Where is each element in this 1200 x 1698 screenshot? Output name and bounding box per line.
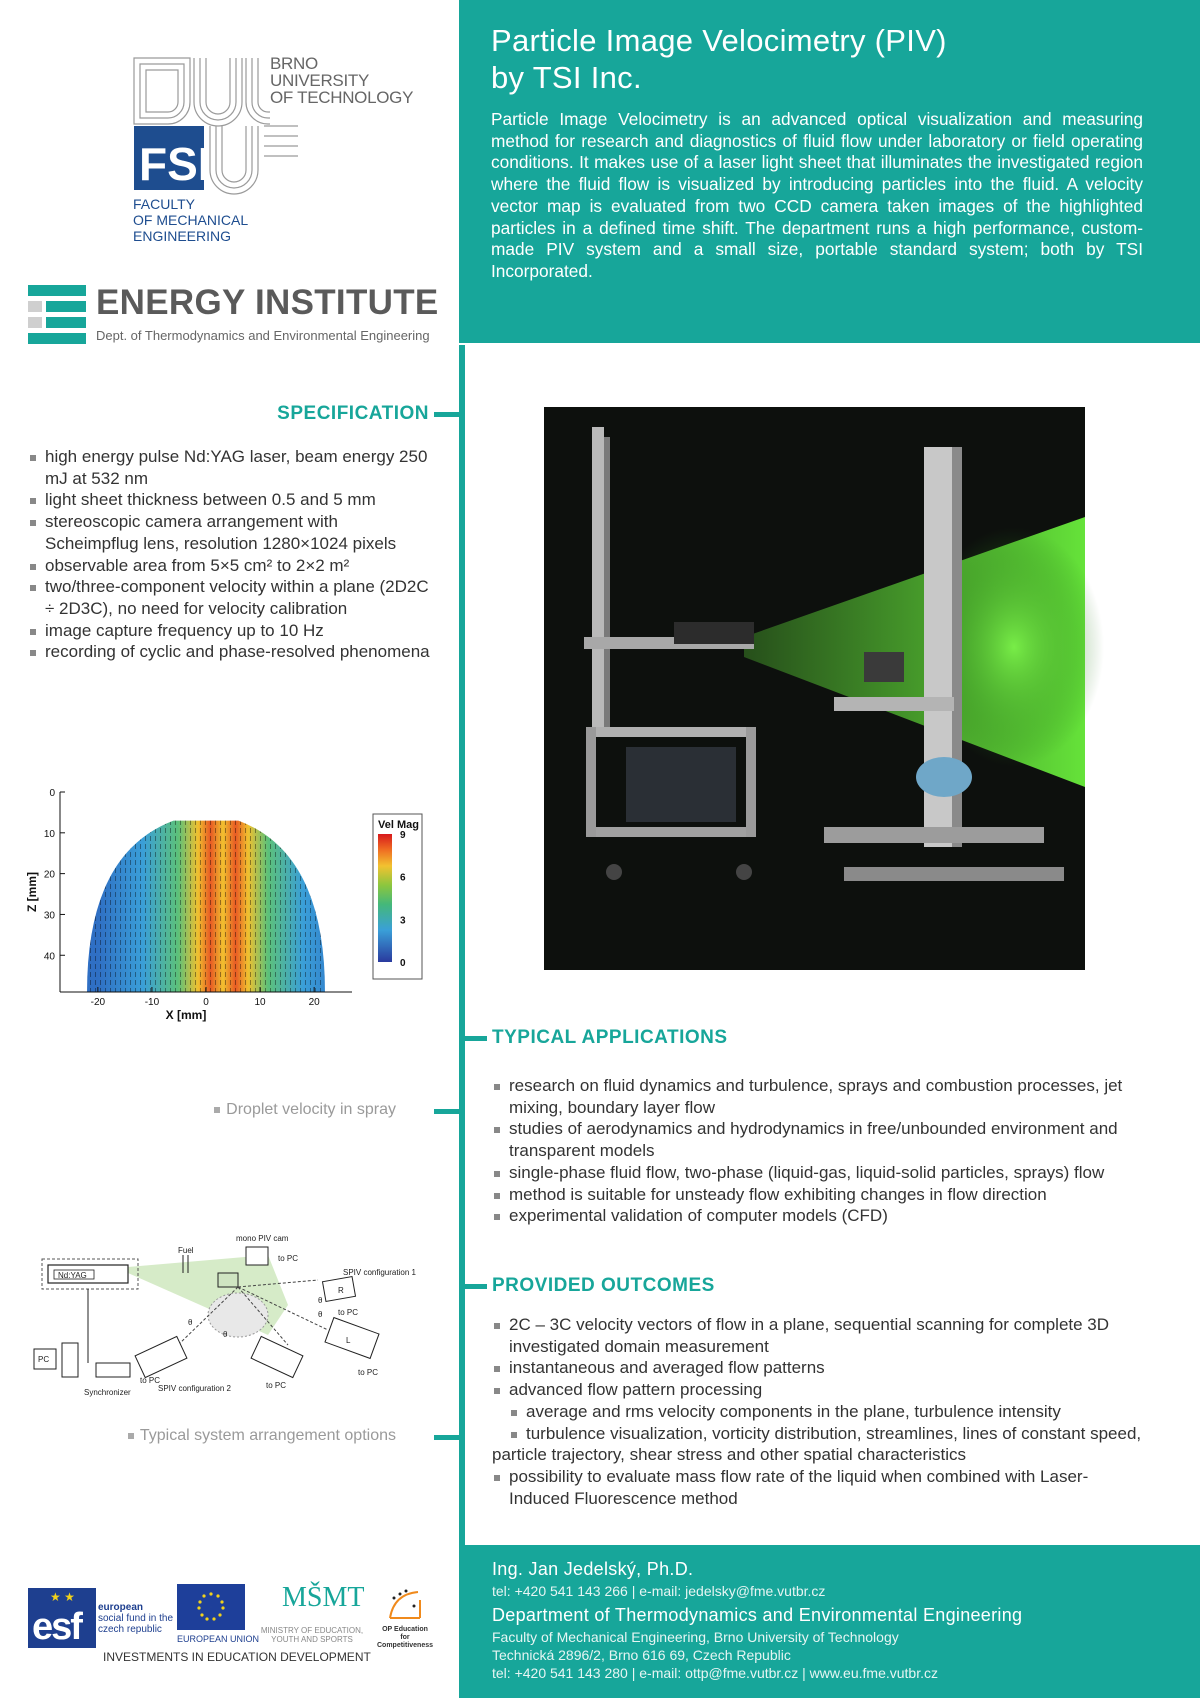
spray-velocity-chart <box>25 780 438 1100</box>
svg-text:Synchronizer: Synchronizer <box>84 1388 131 1397</box>
legend-title: Vel Mag <box>378 819 419 831</box>
colorbar-tick-label: 0 <box>400 958 406 969</box>
svg-text:Nd:YAG: Nd:YAG <box>58 1271 87 1280</box>
department-name: Department of Thermodynamics and Environmental Engineering <box>492 1605 1023 1625</box>
list-item: 2C – 3C velocity vectors of flow in a plane, sequential scanning for complete 3D investigated domain measurement <box>492 1314 1142 1357</box>
x-tick-label: -20 <box>90 997 106 1008</box>
specification-list <box>28 446 433 663</box>
list-item: possibility to evaluate mass flow rate of the liquid when combined with Laser-Induced Fluorescence method <box>492 1466 1142 1509</box>
poster-title <box>491 22 1171 96</box>
list-item: studies of aerodynamics and hydrodynamics in free/unbounded environment and transparent models <box>492 1118 1172 1161</box>
chart-y-label: Z [mm] <box>25 872 39 912</box>
list-item: advanced flow pattern processing <box>492 1379 1142 1401</box>
list-item: single-phase fluid flow, two-phase (liquid-gas, liquid-solid particles, sprays) flow <box>492 1162 1172 1184</box>
chart-colorbar-legend <box>373 814 422 979</box>
list-item: image capture frequency up to 10 Hz <box>28 620 433 642</box>
spray-caption: Droplet velocity in spray <box>214 1101 396 1119</box>
contact-details: tel: +420 541 143 266 | e-mail: jedelsky@fme.vutbr.cz <box>492 1583 826 1599</box>
eu-flag-icon <box>177 1584 245 1630</box>
applications-heading: TYPICAL APPLICATIONS <box>492 1027 728 1048</box>
chart-plot-area <box>87 821 325 992</box>
spray-caption-tick <box>434 1109 460 1114</box>
msmt-logo-icon: MŠMT <box>282 1582 365 1613</box>
intro-paragraph: Particle Image Velocimetry is an advanced optical visualization and measuring method for research and diagnostics of fluid flow under laboratory or field operating conditions. It makes use of a laser light sheet that illuminates the investigated region where the fluid flow is visualized by introducing particles into the fluid. A velocity vector map is evaluated from two CCD camera taken images of the highlighted particles in a defined time shift. The department runs a high performance, custom-made PIV system and a small size, portable standard system; both by TSI Incorporated. <box>491 109 1143 281</box>
university-name: BRNO UNIVERSITY OF TECHNOLOGY <box>270 54 414 107</box>
piv-system-photo <box>544 407 1085 970</box>
list-item: instantaneous and averaged flow patterns <box>492 1357 1142 1379</box>
x-tick-label: 0 <box>203 997 209 1008</box>
esf-logo-icon: esf ★ ★ <box>28 1588 96 1648</box>
chart-x-label: X [mm] <box>165 1008 207 1022</box>
outcomes-tick <box>465 1284 487 1289</box>
camera-left-icon <box>135 1336 187 1377</box>
outcomes-heading: PROVIDED OUTCOMES <box>492 1275 715 1296</box>
list-item: high energy pulse Nd:YAG laser, beam energy 250 mJ at 532 nm <box>28 446 433 489</box>
x-tick-label: -10 <box>144 997 160 1008</box>
y-tick-label: 20 <box>43 869 55 881</box>
svg-text:θ: θ <box>318 1310 323 1319</box>
x-tick-label: 20 <box>308 997 320 1008</box>
camera-right-icon <box>251 1336 303 1377</box>
title-line-2: by TSI Inc. <box>491 60 642 95</box>
y-tick-label: 30 <box>43 910 55 922</box>
velocity-vectors <box>87 821 325 992</box>
svg-text:mono PIV cam: mono PIV cam <box>236 1234 289 1243</box>
outcomes-list <box>492 1314 1142 1509</box>
vertical-divider <box>459 345 465 1545</box>
list-item: observable area from 5×5 cm² to 2×2 m² <box>28 555 433 577</box>
svg-text:R: R <box>338 1286 344 1295</box>
svg-text:θ: θ <box>223 1330 228 1339</box>
sponsor-tagline: INVESTMENTS IN EDUCATION DEVELOPMENT <box>103 1650 371 1664</box>
svg-text:L: L <box>346 1336 351 1345</box>
svg-text:θ: θ <box>188 1318 193 1327</box>
energy-institute-logo-icon <box>28 285 86 345</box>
list-item: method is suitable for unsteady flow exhibiting changes in flow direction <box>492 1184 1172 1206</box>
svg-text:to PC: to PC <box>266 1381 287 1390</box>
y-tick-label: 40 <box>43 951 55 963</box>
applications-list <box>492 1075 1172 1227</box>
svg-text:θ: θ <box>318 1296 323 1305</box>
y-tick-label: 0 <box>49 788 55 799</box>
list-item: research on fluid dynamics and turbulence, sprays and combustion processes, jet mixing, boundary layer flow <box>492 1075 1172 1118</box>
mono-camera-icon <box>246 1247 268 1265</box>
colorbar-tick-label: 9 <box>400 830 406 841</box>
arrangement-caption: Typical system arrangement options <box>128 1427 396 1445</box>
faculty-name: FACULTY OF MECHANICAL ENGINEERING <box>133 196 249 244</box>
svg-text:to PC: to PC <box>140 1376 161 1385</box>
svg-text:to PC: to PC <box>278 1254 299 1263</box>
list-item: light sheet thickness between 0.5 and 5 mm <box>28 489 433 511</box>
svg-text:PC: PC <box>38 1355 50 1364</box>
svg-text:SPIV configuration 2: SPIV configuration 2 <box>158 1384 231 1393</box>
system-arrangement-diagram <box>28 1234 428 1405</box>
energy-institute-subtitle: Dept. of Thermodynamics and Environmental Engineering <box>96 328 430 343</box>
list-item: two/three-component velocity within a plane (2D2C ÷ 2D3C), no need for velocity calibration <box>28 576 433 619</box>
colorbar-tick-label: 3 <box>400 915 406 927</box>
sponsor-logos: esf ★ ★ european social fund in the czech republic EUROPEAN UNION MŠMT MINISTRY OF EDUCATION, YOUTH AND SPORTS OP Education for Competitiveness INVESTMENTS IN EDUCATION DEVELOPMENT <box>28 1582 438 1672</box>
arrangement-caption-tick <box>434 1435 460 1440</box>
svg-text:FSI: FSI <box>139 138 211 190</box>
specification-heading: SPECIFICATION <box>277 403 429 424</box>
list-item: experimental validation of computer models (CFD) <box>492 1205 1172 1227</box>
svg-text:to PC: to PC <box>358 1368 379 1377</box>
department-address: Faculty of Mechanical Engineering, Brno University of Technology Technická 2896/2, Brno 616 69, Czech Republic tel: +420 541 143 280 | e-mail: ottp@fme.vutbr.cz | www.eu.fme.vutbr.cz <box>492 1629 938 1681</box>
y-tick-label: 10 <box>43 828 55 840</box>
list-item: stereoscopic camera arrangement with Scheimpflug lens, resolution 1280×1024 pixels <box>28 511 433 554</box>
list-item: turbulence visualization, vorticity distribution, streamlines, lines of constant speed, particle trajectory, shear stress and other spatial characteristics <box>492 1423 1142 1465</box>
title-line-1: Particle Image Velocimetry (PIV) <box>491 23 947 58</box>
energy-institute-title: ENERGY INSTITUTE <box>96 283 439 322</box>
list-item: recording of cyclic and phase-resolved phenomena <box>28 641 433 663</box>
camera-l-icon <box>325 1318 379 1359</box>
list-item: average and rms velocity components in the plane, turbulence intensity <box>492 1401 1142 1423</box>
specification-tick <box>434 412 460 417</box>
contact-name: Ing. Jan Jedelský, Ph.D. <box>492 1559 694 1579</box>
svg-text:SPIV configuration 1: SPIV configuration 1 <box>343 1268 416 1277</box>
op-education-logo-icon <box>384 1586 428 1624</box>
colorbar-gradient <box>378 834 392 962</box>
footer-band <box>459 1545 1200 1698</box>
svg-text:Fuel: Fuel <box>178 1246 194 1255</box>
x-tick-label: 10 <box>254 997 266 1008</box>
header-band <box>459 0 1200 343</box>
colorbar-tick-label: 6 <box>400 872 406 884</box>
applications-tick <box>465 1036 487 1041</box>
synchronizer-icon <box>96 1363 130 1377</box>
svg-text:to PC: to PC <box>338 1308 359 1317</box>
